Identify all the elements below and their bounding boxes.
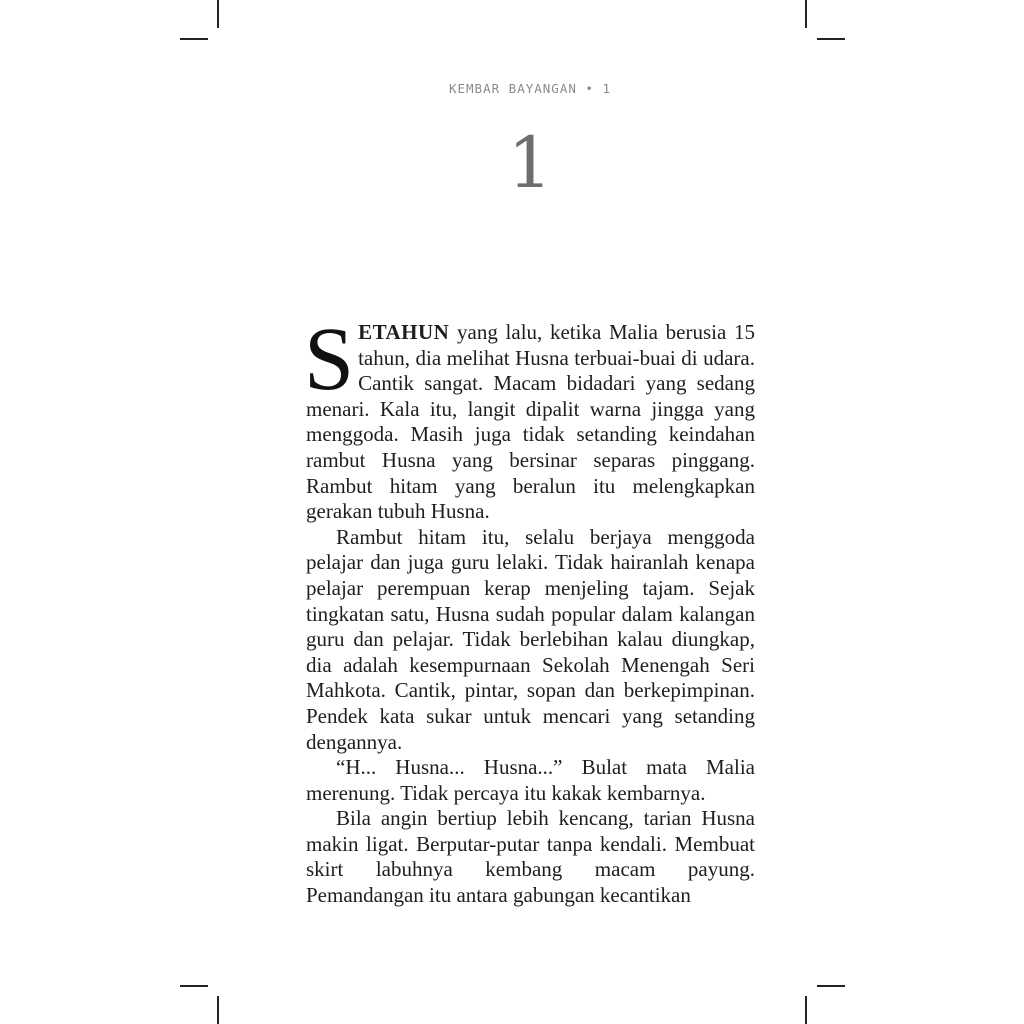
crop-mark-top-right-vertical xyxy=(805,0,807,28)
crop-mark-bottom-right-vertical xyxy=(805,996,807,1024)
crop-mark-bottom-left-vertical xyxy=(217,996,219,1024)
paragraph-1-text: yang lalu, ketika Malia berusia 15 tahun, dia melihat Husna terbuai-buai di udara. Cantik sangat. Macam bidadari yang sedang menari. Kala itu, langit dipalit warna jingga yang menggoda. Masih juga tidak setanding keindahan rambut Husna yang bersinar separas pinggang. Rambut hitam yang beralun itu melengkapkan gerakan tubuh Husna. xyxy=(306,320,755,524)
crop-mark-top-right-horizontal xyxy=(817,38,845,40)
crop-mark-top-left-vertical xyxy=(217,0,219,28)
paragraph-3: “H... Husna... Husna...” Bulat mata Malia merenung. Tidak percaya itu kakak kembarnya. xyxy=(306,755,755,805)
paragraph-2: Rambut hitam itu, selalu berjaya menggoda pelajar dan juga guru lelaki. Tidak hairanlah kenapa pelajar perempuan kerap menjeling tajam. Sejak tingkatan satu, Husna sudah popular dalam kalangan guru dan pelajar. Tidak berlebihan kalau diungkap, dia adalah kesempurnaan Sekolah Menengah Seri Mahkota. Cantik, pintar, sopan dan berkepimpinan. Pendek kata sukar untuk mencari yang setanding dengannya. xyxy=(306,524,755,754)
crop-mark-bottom-left-horizontal xyxy=(180,985,208,987)
lead-word: ETAHUN xyxy=(358,320,450,344)
running-header xyxy=(0,81,1024,96)
paragraph-4: Bila angin bertiup lebih kencang, tarian Husna makin ligat. Berputar-putar tanpa kendali. Membuat skirt labuhnya kembang macam payung. Pemandangan itu antara gabungan kecantikan xyxy=(306,806,755,908)
header-page-number: 1 xyxy=(602,81,611,96)
crop-mark-bottom-right-horizontal xyxy=(817,985,845,987)
running-title: KEMBAR BAYANGAN xyxy=(448,81,577,96)
drop-cap: S xyxy=(304,310,355,409)
paragraph-1 xyxy=(304,310,755,525)
chapter-body xyxy=(304,310,755,909)
crop-mark-top-left-horizontal xyxy=(180,38,208,40)
chapter-number: 1 xyxy=(507,122,553,204)
header-separator: • xyxy=(585,81,594,96)
